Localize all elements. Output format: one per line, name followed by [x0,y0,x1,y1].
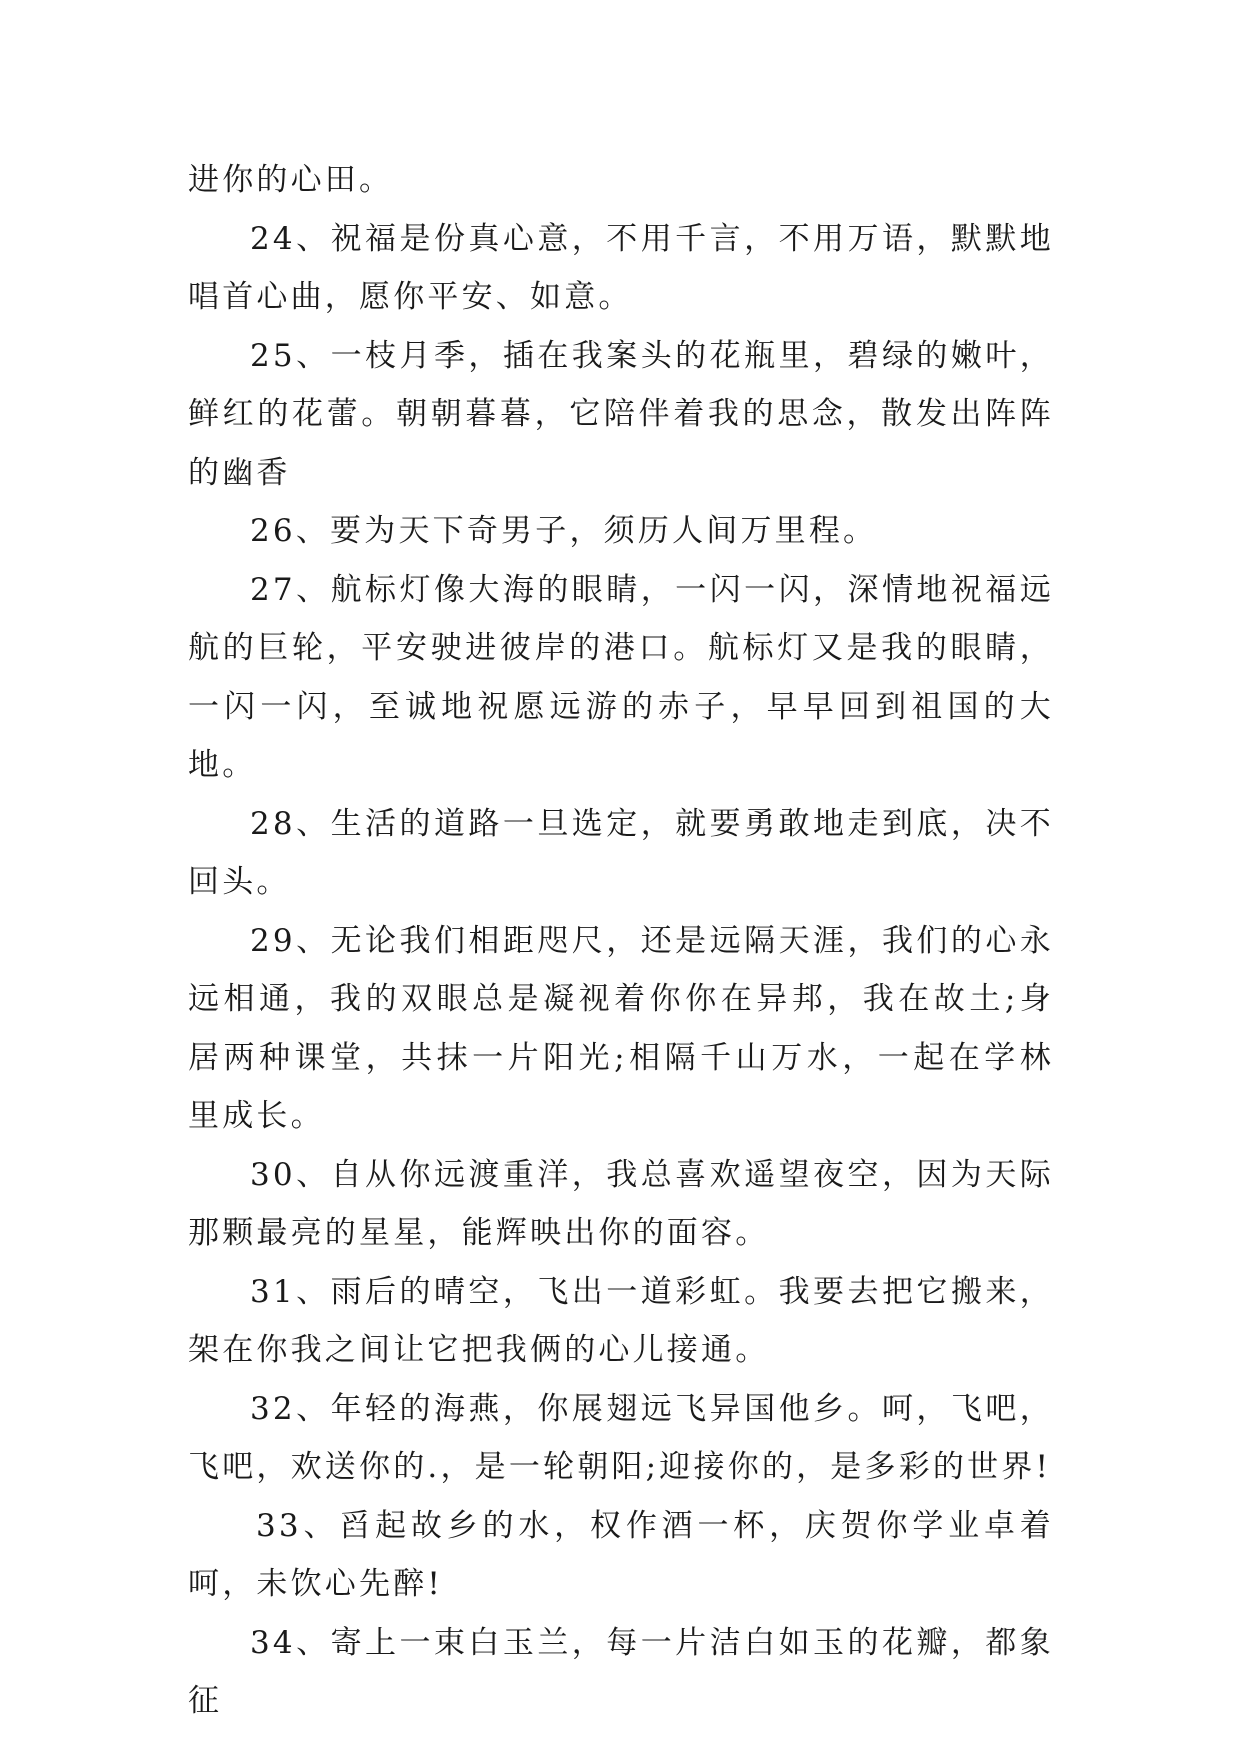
paragraph-30: 30、自从你远渡重洋，我总喜欢遥望夜空，因为天际那颗最亮的星星，能辉映出你的面容。 [188,1156,1054,1251]
paragraph-27: 27、航标灯像大海的眼睛，一闪一闪，深情地祝福远航的巨轮，平安驶进彼岸的港口。航标灯又是我的眼睛，一闪一闪，至诚地祝愿远游的赤子，早早回到祖国的大地。 [188,571,1054,783]
paragraph-25: 25、一枝月季，插在我案头的花瓶里，碧绿的嫩叶，鲜红的花蕾。朝朝暮暮，它陪伴着我的思念，散发出阵阵的幽香 [188,337,1054,491]
paragraph-24: 24、祝福是份真心意，不用千言，不用万语，默默地唱首心曲，愿你平安、如意。 [188,220,1054,315]
paragraph-33: 33、舀起故乡的水，权作酒一杯，庆贺你学业卓着呵，未饮心先醉! [188,1507,1054,1602]
paragraph-26: 26、要为天下奇男子，须历人间万里程。 [250,513,878,549]
paragraph-31: 31、雨后的晴空，飞出一道彩虹。我要去把它搬来，架在你我之间让它把我俩的心儿接通。 [188,1273,1054,1368]
document-body [188,151,1054,1731]
paragraph-continuation: 进你的心田。 [188,162,394,198]
paragraph-28: 28、生活的道路一旦选定，就要勇敢地走到底，决不回头。 [188,805,1054,900]
paragraph-29: 29、无论我们相距咫尺，还是远隔天涯，我们的心永远相通，我的双眼总是凝视着你你在异邦，我在故土;身居两种课堂，共抹一片阳光;相隔千山万水，一起在学林里成长。 [188,922,1054,1134]
paragraph-34: 34、寄上一束白玉兰，每一片洁白如玉的花瓣，都象征 [188,1624,1054,1719]
paragraph-32: 32、年轻的海燕，你展翅远飞异国他乡。呵，飞吧，飞吧，欢送你的.，是一轮朝阳;迎接你的，是多彩的世界! [188,1390,1054,1485]
